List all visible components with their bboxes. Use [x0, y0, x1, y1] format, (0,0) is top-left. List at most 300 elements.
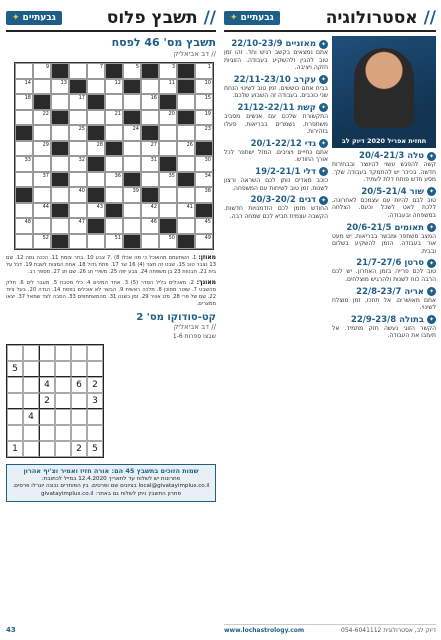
zodiac-sign-header — [332, 187, 436, 197]
crossword-cell[interactable] — [51, 125, 69, 141]
zodiac-sign-text: המצב משתפר ומבשר בבריאות. יש מעט אור בעבודה. הזמן להשקיע בשלום ובבית. — [332, 232, 436, 255]
crossword-cell[interactable] — [159, 63, 177, 79]
zodiac-sign-header — [224, 167, 328, 177]
sudoku-cell[interactable] — [55, 345, 71, 361]
crossword-cell — [51, 110, 69, 126]
solution-instructions: פתרונות יש לשלוח עד לתאריך 12.4.2020 במייל לכתובת: local@givatayimplus.co.il בציונים שם ופרטים. בין הפותרים נכונה יוגרלו פרסים. פתרון התשבץ ניתן לשלוח גם באתר: givatayimplus.co.il — [12, 475, 210, 497]
crossword-cell[interactable] — [195, 110, 213, 126]
crossword-cell[interactable] — [33, 79, 51, 95]
crossword-cell — [51, 234, 69, 250]
zodiac-sign-header — [224, 75, 328, 85]
crossword-cell[interactable] — [159, 203, 177, 219]
section-title: // תשבץ פלוס — [106, 8, 216, 28]
zodiac-sign-text: אתם נמצאים בקשב רגיש וחד. זהו זמן טוב להבין ולהשקיע בעבודה. הזוגיות חזקה ויציבה. — [224, 49, 328, 72]
star-icon: ✦ — [230, 13, 238, 23]
crossword-cell — [51, 203, 69, 219]
sudoku-cell[interactable] — [7, 393, 23, 409]
crossword-cell — [141, 125, 159, 141]
crossword-cell-number: 15 — [204, 95, 211, 101]
crossword-cell[interactable] — [177, 156, 195, 172]
crossword-cell[interactable] — [51, 79, 69, 95]
crossword-cell — [51, 63, 69, 79]
brand-badge — [6, 11, 62, 25]
crossword-cell[interactable] — [105, 156, 123, 172]
sudoku-cell[interactable] — [71, 361, 87, 377]
zodiac-sign-text: הקשר הזוגי נעשה חזק מתמיד. אל תעזבו את העבודה. — [332, 324, 436, 340]
sudoku-cell[interactable] — [87, 409, 103, 425]
sudoku-cell[interactable] — [55, 409, 71, 425]
crossword-cell[interactable] — [105, 187, 123, 203]
crossword-cell[interactable] — [33, 125, 51, 141]
crossword-cell — [141, 187, 159, 203]
crossword-cell[interactable] — [15, 63, 33, 79]
crossword-clues — [6, 254, 216, 308]
crossword-cell[interactable] — [123, 203, 141, 219]
clues-across — [6, 254, 216, 276]
sudoku-cell: 5 — [87, 441, 103, 457]
clues-down-title: מאונך: — [196, 279, 216, 286]
crossword-cell-number: 41 — [186, 203, 193, 210]
sudoku-wrap — [6, 344, 216, 458]
crossword-cell[interactable] — [15, 79, 33, 95]
crossword-cell-number: 31 — [150, 157, 157, 163]
crossword-cell[interactable] — [141, 94, 159, 110]
crossword-cell-number: 3 — [171, 64, 175, 70]
crossword-cell-number: 24 — [132, 126, 139, 132]
crossword-cell[interactable] — [141, 218, 159, 234]
zodiac-sign-text: אתם כחייים ויציבים. המזל ישתפר לכל אורך החודש. — [224, 148, 328, 164]
crossword-cell[interactable] — [69, 141, 87, 157]
crossword-cell[interactable] — [195, 187, 213, 203]
crossword-cell — [105, 63, 123, 79]
sudoku-cell: 2 — [87, 377, 103, 393]
crossword-cell[interactable] — [69, 156, 87, 172]
crossword-grid-wrap — [14, 62, 214, 250]
zodiac-sign-text: כוכב מאדים נותן לכם השראה ורצון לשנות. זמן טוב לשיחות עם המשפחה. — [224, 176, 328, 192]
crossword-cell[interactable] — [87, 203, 105, 219]
zodiac-sign-name: עקרב 22/11-23/10 — [233, 74, 316, 85]
crossword-cell-number: 18 — [24, 95, 31, 101]
crossword-cell[interactable] — [51, 187, 69, 203]
sudoku-cell[interactable] — [23, 345, 39, 361]
crossword-cell[interactable] — [141, 203, 159, 219]
crossword-cell-number: 49 — [204, 234, 211, 241]
crossword-cell[interactable] — [69, 203, 87, 219]
crossword-cell[interactable] — [141, 234, 159, 250]
zodiac-sign — [332, 258, 436, 283]
crossword-cell-number: 32 — [78, 157, 85, 163]
zodiac-sign-header — [332, 315, 436, 325]
crossword-cell-number: 52 — [42, 234, 49, 241]
crossword-cell[interactable] — [195, 79, 213, 95]
zodiac-sign-header — [332, 287, 436, 297]
crossword-cell[interactable] — [105, 79, 123, 95]
crossword-cell[interactable] — [105, 94, 123, 110]
sudoku-cell[interactable] — [39, 345, 55, 361]
crossword-cell[interactable] — [141, 110, 159, 126]
sudoku-cell[interactable] — [7, 377, 23, 393]
zodiac-icon: ✦ — [428, 188, 435, 196]
crossword-cell[interactable] — [123, 94, 141, 110]
crossword-cell[interactable] — [15, 156, 33, 172]
sudoku-byline: // דב אביאליק — [173, 323, 216, 331]
zodiac-sign-text: התקשורת שלכם עם אנשים מסביב משתפרת. נשמרים בבריאות. פעלו בזהירות. — [224, 112, 328, 136]
crossword-cell — [195, 141, 213, 157]
sudoku-cell: 2 — [39, 393, 55, 409]
sudoku-cell: 1 — [7, 441, 23, 457]
crossword-cell[interactable] — [159, 172, 177, 188]
crossword-cell — [33, 94, 51, 110]
crossword-cell[interactable] — [195, 125, 213, 141]
photo-caption: תחזית אפריל 2020 דיוק לב — [341, 137, 427, 145]
sudoku-cell: 6 — [71, 377, 87, 393]
crossword-cell — [87, 125, 105, 141]
crossword-cell[interactable] — [195, 63, 213, 79]
brand-badge-right-label: גבעתיים — [240, 13, 274, 23]
crossword-cell-number: 10 — [204, 79, 211, 86]
zodiac-sign — [224, 167, 328, 192]
sudoku-cell[interactable] — [7, 345, 23, 361]
astrologer-photo — [332, 36, 436, 148]
crossword-cell[interactable] — [33, 187, 51, 203]
crossword-cell — [87, 187, 105, 203]
crossword-cell[interactable] — [195, 172, 213, 188]
crossword-cell — [15, 187, 33, 203]
crossword-cell — [105, 203, 123, 219]
crossword-cell[interactable] — [33, 172, 51, 188]
sudoku-cell[interactable] — [71, 409, 87, 425]
crossword-cell-number: 50 — [168, 234, 175, 241]
sudoku-cell[interactable] — [87, 425, 103, 441]
zodiac-icon: ✦ — [428, 259, 435, 267]
clues-across-title: מאוזן: — [198, 254, 217, 261]
crossword-cell — [123, 110, 141, 126]
sudoku-cell: 4 — [39, 377, 55, 393]
zodiac-icon: ✦ — [320, 104, 327, 112]
crossword-cell[interactable] — [15, 94, 33, 110]
sudoku-cell[interactable] — [39, 409, 55, 425]
crossword-cell-number: 14 — [24, 79, 31, 86]
page-number — [6, 626, 16, 634]
crossword-cell[interactable] — [33, 234, 51, 250]
crossword-cell[interactable] — [177, 125, 195, 141]
sudoku-cell[interactable] — [39, 361, 55, 377]
astrology-page — [224, 6, 436, 634]
sudoku-cell: 3 — [87, 393, 103, 409]
crossword-cell-number: 19 — [204, 110, 211, 117]
crossword-cell-number: 46 — [150, 219, 157, 225]
astrology-header — [224, 6, 436, 32]
crossword-cell[interactable] — [195, 94, 213, 110]
zodiac-sign-name: סרטן 21/7-27/6 — [356, 258, 424, 269]
crossword-cell[interactable] — [177, 187, 195, 203]
crossword-cell-number: 51 — [114, 234, 121, 241]
crossword-cell[interactable] — [123, 187, 141, 203]
crossword-cell[interactable] — [141, 79, 159, 95]
zodiac-sign-text: אתם מאושרים. אל תחכו, זמן מוצלח לשינוי. — [332, 296, 436, 312]
crossword-cell-number: 13 — [60, 79, 67, 86]
crossword-cell[interactable] — [15, 218, 33, 234]
sudoku-cell[interactable] — [55, 425, 71, 441]
sudoku-cell[interactable] — [23, 361, 39, 377]
crossword-cell-number: 5 — [135, 64, 139, 70]
clues-down — [6, 279, 216, 308]
crossword-cell[interactable] — [69, 172, 87, 188]
crossword-cell[interactable] — [159, 234, 177, 250]
crossword-cell — [87, 94, 105, 110]
astrology-column-right — [332, 36, 436, 340]
crossword-cell — [51, 172, 69, 188]
crossword-cell[interactable] — [123, 63, 141, 79]
crossword-cell[interactable] — [195, 234, 213, 250]
sudoku-cell[interactable] — [71, 393, 87, 409]
crossword-cell — [69, 79, 87, 95]
zodiac-sign-header — [224, 39, 328, 49]
crossword-cell[interactable] — [69, 125, 87, 141]
zodiac-icon: ✦ — [320, 196, 327, 204]
crossword-cell[interactable] — [195, 218, 213, 234]
zodiac-sign-header — [332, 223, 436, 233]
zodiac-sign-name: שור 20/5-21/4 — [361, 186, 424, 197]
zodiac-sign-name: דלי 19/2-21/1 — [255, 166, 316, 177]
sudoku-cell[interactable] — [55, 361, 71, 377]
crossword-cell-number: 36 — [114, 172, 121, 179]
crossword-cell — [177, 79, 195, 95]
zodiac-sign — [224, 75, 328, 100]
crossword-cell[interactable] — [87, 63, 105, 79]
crossword-cell[interactable] — [87, 110, 105, 126]
zodiac-sign-name: מאזניים 22/10-23/9 — [231, 39, 316, 49]
crossword-cell[interactable] — [69, 218, 87, 234]
crossword-cell-number: 45 — [204, 219, 211, 225]
zodiac-sign-text: טוב לבם להיות עם עצמכם לאחרונה, ללכת לאט לשכל וכעס. הצלחה במשפחה ובעבודה. — [332, 196, 436, 219]
zodiac-sign-text: בבית אתם כוששים. זמן טוב לשינוי הנחת שני כוכבים. בעבודה זה השבוע שלכם. — [224, 84, 328, 100]
crossword-cell[interactable] — [141, 172, 159, 188]
crossword-cell[interactable] — [69, 63, 87, 79]
solution-box — [6, 464, 216, 502]
crossword-cell[interactable] — [69, 187, 87, 203]
sudoku-cell[interactable] — [23, 377, 39, 393]
crossword-cell[interactable] — [15, 141, 33, 157]
astrology-column-left — [224, 36, 328, 340]
crossword-cell[interactable] — [105, 234, 123, 250]
footer-site: www.lochastrology.com — [224, 627, 305, 634]
crossword-cell[interactable] — [141, 156, 159, 172]
crossword-cell[interactable] — [87, 141, 105, 157]
sudoku-cell: 5 — [7, 361, 23, 377]
zodiac-sign — [332, 287, 436, 312]
crossword-cell[interactable] — [105, 218, 123, 234]
zodiac-sign-header — [332, 151, 436, 161]
crossword-cell[interactable] — [51, 94, 69, 110]
zodiac-sign — [332, 187, 436, 220]
crossword-byline: // דב אביאליק — [173, 50, 216, 58]
zodiac-icon: ✦ — [428, 288, 435, 296]
sudoku-cell[interactable] — [71, 425, 87, 441]
zodiac-sign-name: תאומים 20/6-21/5 — [346, 222, 424, 233]
zodiac-sign-name: טלה 20/4-21/3 — [359, 151, 424, 161]
crossword-cell[interactable] — [87, 79, 105, 95]
zodiac-sign — [332, 151, 436, 184]
zodiac-sign-header — [224, 139, 328, 149]
crossword-cell[interactable] — [123, 156, 141, 172]
sudoku-cell[interactable] — [55, 441, 71, 457]
crossword-cell[interactable] — [87, 172, 105, 188]
crossword-cell[interactable] — [87, 234, 105, 250]
sudoku-cell[interactable] — [87, 361, 103, 377]
crossword-cell[interactable] — [105, 125, 123, 141]
clues-across-text: 1. השתעמם מהאוכל כי מה אכלו 8) .7 צבע 10 .בחר צומח 11. הכנה גסה 12. שם 13 נצבר טוב 15. שבט זה חצני (4) 16 שר 17. פתח גדול 18. אחת המצות לשבת 19. דגל על בית 21. חבטות 23 בן משפחה 24. צבע יפה 25. משירי חג 26. שם חג 27. מספר רב. — [6, 255, 217, 275]
clues-down-text: 2. מאכלים בליל הסדר (5) 3. אחד המינים 4. כלי מטבח 5. מעבר לים 6. חלק מהשבט 7. שוטר מסוכן 8. מלכה ראשית 9. הבשר לא אוכלים בפסח 14. הגדה 20. בעל ציוד 22. שם של פרי 28. מזג אוויר 29. זמן בשנה 31. מהמשתתפים 33. הסבה לצד שמאל 37. יצאו ממצרים. — [6, 280, 217, 307]
crossword-cell[interactable] — [51, 156, 69, 172]
crossword-cell-number: 25 — [78, 126, 85, 132]
zodiac-icon: ✦ — [320, 40, 327, 48]
crossword-cell[interactable] — [33, 63, 51, 79]
crossword-cell-number: 23 — [204, 126, 211, 132]
crossword-cell[interactable] — [69, 94, 87, 110]
brand-badge-right — [224, 11, 280, 25]
zodiac-icon: ✦ — [428, 316, 435, 324]
crossword-cell — [123, 234, 141, 250]
crossword-cell[interactable] — [177, 203, 195, 219]
zodiac-sign-text: החודש מזמן לכם הזדמנויות חדשות. הקשבה עצמית תביא לכם שמחה רבה. — [224, 205, 328, 220]
crossword-cell-number: 26 — [186, 141, 193, 148]
crossword-cell-number: 30 — [204, 157, 211, 163]
crossword-cell-number: 7 — [99, 64, 103, 70]
crossword-cell[interactable] — [159, 187, 177, 203]
sudoku-cell[interactable] — [55, 377, 71, 393]
star-icon: ✦ — [12, 13, 20, 23]
crossword-cell[interactable] — [177, 141, 195, 157]
crossword-cell-number: 21 — [114, 110, 121, 117]
sudoku-cell[interactable] — [55, 393, 71, 409]
crossword-cell — [177, 63, 195, 79]
puzzle-header — [6, 6, 216, 32]
crossword-cell[interactable] — [159, 125, 177, 141]
crossword-grid — [14, 62, 214, 250]
zodiac-sign — [224, 139, 328, 164]
crossword-cell[interactable] — [69, 110, 87, 126]
crossword-cell-number: 38 — [204, 188, 211, 194]
crossword-cell — [87, 156, 105, 172]
crossword-cell — [87, 218, 105, 234]
crossword-cell-number: 12 — [114, 79, 121, 86]
sudoku-note: שבצו ספרות 1-6 — [172, 333, 216, 340]
crossword-cell — [177, 172, 195, 188]
crossword-cell — [51, 141, 69, 157]
crossword-cell — [141, 63, 159, 79]
crossword-cell[interactable] — [33, 110, 51, 126]
crossword-cell — [105, 141, 123, 157]
crossword-cell[interactable] — [105, 110, 123, 126]
crossword-cell[interactable] — [15, 234, 33, 250]
crossword-cell[interactable] — [159, 110, 177, 126]
sudoku-cell[interactable] — [39, 425, 55, 441]
sudoku-cell[interactable] — [23, 441, 39, 457]
crossword-cell-number: 34 — [204, 172, 211, 179]
crossword-cell[interactable] — [195, 156, 213, 172]
crossword-cell-number: 47 — [78, 219, 85, 225]
crossword-cell-number: 9 — [45, 64, 49, 70]
crossword-cell-number: 43 — [96, 203, 103, 210]
zodiac-sign — [332, 223, 436, 256]
crossword-cell-number: 27 — [150, 141, 157, 148]
crossword-cell — [195, 203, 213, 219]
crossword-cell-number: 44 — [42, 203, 49, 210]
sudoku-cell[interactable] — [7, 409, 23, 425]
crossword-cell-number: 11 — [168, 79, 175, 86]
crossword-cell[interactable] — [123, 141, 141, 157]
crossword-cell — [159, 218, 177, 234]
zodiac-sign-text: קשה להפגש עשוי להיווצר ובבחירות חדשה. בכיכר יש להתמקד בעבודה שלך. מסע חדש פותח דלת לעתיד. — [332, 161, 436, 184]
astrologer-portrait — [354, 48, 414, 128]
crossword-cell[interactable] — [123, 218, 141, 234]
zodiac-sign — [224, 39, 328, 72]
crossword-cell[interactable] — [15, 172, 33, 188]
section-title-text: תשבץ פלוס — [106, 8, 198, 28]
sudoku-cell[interactable] — [23, 425, 39, 441]
crossword-cell[interactable] — [33, 156, 51, 172]
crossword-cell[interactable] — [33, 218, 51, 234]
astrology-footer — [224, 624, 436, 634]
crossword-cell — [15, 125, 33, 141]
crossword-cell[interactable] — [51, 218, 69, 234]
crossword-cell[interactable] — [141, 141, 159, 157]
crossword-cell-number: 22 — [42, 110, 49, 117]
page-number-text: 43 — [6, 626, 16, 634]
zodiac-sign — [224, 103, 328, 136]
crossword-cell[interactable] — [159, 79, 177, 95]
sudoku-cell[interactable] — [39, 441, 55, 457]
crossword-cell[interactable] — [15, 110, 33, 126]
footer-contact: דיוק לב, אסטרולוגית 054-6041112 — [341, 627, 436, 634]
crossword-cell-number: 42 — [150, 203, 157, 210]
crossword-cell[interactable] — [123, 125, 141, 141]
zodiac-sign — [224, 195, 328, 220]
crossword-cell[interactable] — [177, 218, 195, 234]
sudoku-cell[interactable] — [71, 345, 87, 361]
crossword-cell[interactable] — [159, 141, 177, 157]
zodiac-icon: ✦ — [320, 76, 327, 84]
brand-badge-label: גבעתיים — [22, 13, 56, 23]
zodiac-icon: ✦ — [428, 224, 435, 232]
zodiac-sign-name: בתולה 22/9-23/8 — [350, 314, 424, 325]
zodiac-sign-header — [224, 195, 328, 205]
crossword-cell[interactable] — [69, 234, 87, 250]
crossword-cell-number: 17 — [78, 95, 85, 101]
zodiac-sign-name: גדי 20/1-22/12 — [250, 138, 316, 149]
astrology-title-text: אסטרולוגיה — [325, 8, 418, 28]
crossword-cell-number: 33 — [24, 157, 31, 163]
sudoku-grid — [6, 344, 104, 458]
sudoku-cell[interactable] — [87, 345, 103, 361]
zodiac-sign-name: קשת 21/12-22/11 — [237, 102, 316, 113]
crossword-cell-number: 20 — [168, 110, 175, 117]
crossword-cell-number: 40 — [78, 188, 85, 194]
crossword-cell[interactable] — [33, 141, 51, 157]
crossword-cell[interactable] — [33, 203, 51, 219]
zodiac-sign-header — [332, 258, 436, 268]
crossword-cell[interactable] — [105, 172, 123, 188]
sudoku-cell[interactable] — [23, 393, 39, 409]
crossword-cell-number: 28 — [96, 141, 103, 148]
sudoku-cell[interactable] — [7, 425, 23, 441]
crossword-cell[interactable] — [177, 94, 195, 110]
crossword-cell-number: 16 — [150, 95, 157, 101]
zodiac-icon: ✦ — [428, 152, 435, 160]
crossword-cell[interactable] — [15, 203, 33, 219]
crossword-cell — [177, 234, 195, 250]
